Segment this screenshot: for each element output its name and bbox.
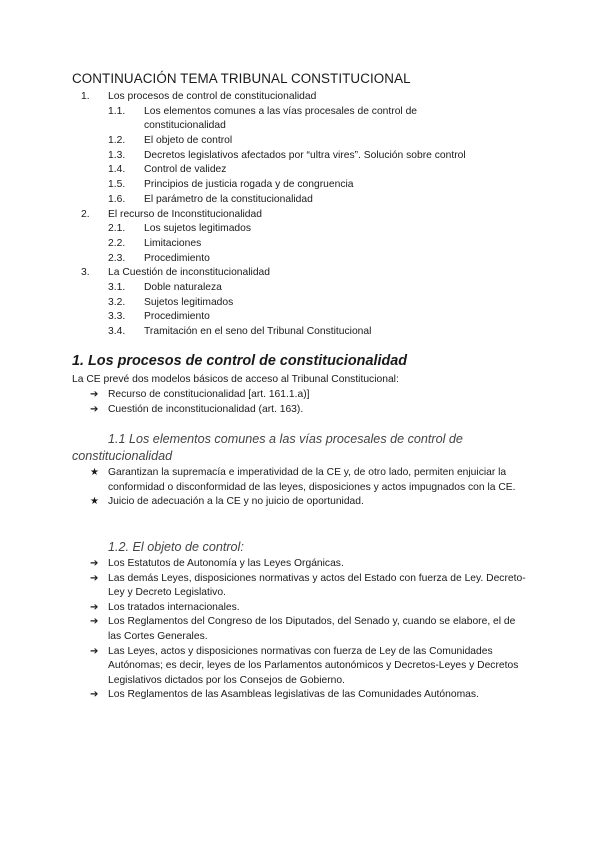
arrow-bullet-icon: ➔ xyxy=(90,389,99,400)
section-1-1-heading xyxy=(72,431,463,465)
toc-item xyxy=(0,105,600,120)
toc-item-label: Control de validez xyxy=(144,164,227,176)
toc-item-label: El recurso de Inconstitucionalidad xyxy=(108,208,262,220)
toc-item-label: Sujetos legitimados xyxy=(144,296,234,308)
list-item xyxy=(0,572,600,601)
toc-item-label: constitucionalidad xyxy=(144,120,226,132)
toc-item-number: 2.3. xyxy=(108,252,126,264)
list-item-text: Los Estatutos de Autonomía y las Leyes Orgánicas. xyxy=(108,558,344,569)
toc-item-label: Principios de justicia rogada y de congruencia xyxy=(144,179,354,191)
toc-item xyxy=(0,90,600,105)
toc-item xyxy=(0,325,600,340)
list-item-text: Garantizan la supremacía e imperatividad de la CE y, de otro lado, permiten enjuiciar la conformidad o disconformidad de las leyes, disposiciones y actos impugnados con la CE. xyxy=(108,467,516,493)
toc-item xyxy=(0,149,600,164)
toc-item-label: La Cuestión de inconstitucionalidad xyxy=(108,267,271,279)
toc-item-number: 2. xyxy=(81,208,90,220)
toc-item xyxy=(0,252,600,267)
toc-item-label: Los elementos comunes a las vías procesales de control de xyxy=(144,105,418,117)
list-item-text: Recurso de constitucionalidad [art. 161.1.a)] xyxy=(108,389,310,400)
list-item xyxy=(0,557,600,572)
toc-item-label: Decretos legislativos afectados por “ultra vires”. Solución sobre control xyxy=(144,149,466,161)
section-1-list xyxy=(0,388,600,417)
list-item xyxy=(0,615,600,644)
list-item-text: Las demás Leyes, disposiciones normativas y actos del Estado con fuerza de Ley. Decreto- Ley y Decreto Legislativo. xyxy=(108,572,526,599)
toc-item-number: 1.3. xyxy=(108,149,126,161)
list-item-text: Las Leyes, actos y disposiciones normativas con fuerza de Ley de las Comunidades Autónomas; es decir, leyes de los Parlamentos autonómicos y Decretos-Leyes y Decretos Legislativos dictados por los Consejos de Gobierno. xyxy=(108,645,519,686)
toc-item xyxy=(0,119,600,134)
toc-item-label: Los procesos de control de constitucionalidad xyxy=(108,91,317,102)
arrow-bullet-icon: ➔ xyxy=(90,403,99,415)
list-item-text: Los tratados internacionales. xyxy=(108,601,240,613)
star-bullet-icon: ★ xyxy=(90,496,99,508)
list-item xyxy=(0,388,600,403)
arrow-bullet-icon: ➔ xyxy=(90,572,99,584)
toc-item-label: Procedimiento xyxy=(144,311,210,323)
section-1-intro: La CE prevé dos modelos básicos de acceso al Tribunal Constitucional: xyxy=(72,374,399,385)
toc-item xyxy=(0,178,600,193)
list-item-text: Los Reglamentos de las Asambleas legislativas de las Comunidades Autónomas. xyxy=(108,689,479,701)
list-item xyxy=(0,495,600,510)
toc-item-label: Tramitación en el seno del Tribunal Constitucional xyxy=(144,326,372,337)
toc-item-label: Doble naturaleza xyxy=(144,281,222,293)
section-1-heading: 1. Los procesos de control de constitucionalidad xyxy=(72,353,408,369)
toc-item xyxy=(0,237,600,252)
toc-item-number: 3.2. xyxy=(108,296,126,308)
list-item-text: Juicio de adecuación a la CE y no juicio de oportunidad. xyxy=(108,496,364,508)
toc-item-number: 3.3. xyxy=(108,311,126,323)
list-item xyxy=(0,466,600,495)
toc-item xyxy=(0,281,600,296)
arrow-bullet-icon: ➔ xyxy=(90,616,99,628)
toc-item-number: 3. xyxy=(81,267,90,279)
toc-item-label: El objeto de control xyxy=(144,135,233,147)
list-item xyxy=(0,601,600,616)
toc-item-number: 2.2. xyxy=(108,237,126,249)
section-1-2-list xyxy=(0,557,600,703)
star-bullet-icon: ★ xyxy=(90,467,99,478)
arrow-bullet-icon: ➔ xyxy=(90,645,99,657)
toc-item-number: 1.5. xyxy=(108,179,126,191)
toc-item-number: 2.1. xyxy=(108,223,126,235)
toc-item-label: Los sujetos legitimados xyxy=(144,223,252,235)
list-item xyxy=(0,688,600,703)
toc-item-label: Procedimiento xyxy=(144,252,210,264)
section-1-1-heading-line1: 1.1 Los elementos comunes a las vías procesales de control de xyxy=(108,432,463,446)
section-1-2-heading-text: 1.2. El objeto de control: xyxy=(108,540,244,554)
section-1-1-heading-line2: constitucionalidad xyxy=(72,449,173,463)
toc-item xyxy=(0,163,600,178)
arrow-bullet-icon: ➔ xyxy=(90,689,99,701)
list-item-text: Cuestión de inconstitucionalidad (art. 163). xyxy=(108,403,304,415)
toc-item-label: El parámetro de la constitucionalidad xyxy=(144,193,313,205)
section-1-1-list xyxy=(0,466,600,510)
toc-item xyxy=(0,208,600,223)
arrow-bullet-icon: ➔ xyxy=(90,601,99,613)
arrow-bullet-icon: ➔ xyxy=(90,558,99,569)
toc-item-number: 1. xyxy=(81,91,90,102)
toc-item-number: 3.1. xyxy=(108,281,126,293)
toc-item-number: 1.2. xyxy=(108,135,126,147)
toc-item xyxy=(0,296,600,311)
section-1-2-heading xyxy=(72,539,244,556)
list-item xyxy=(0,645,600,689)
toc-item xyxy=(0,193,600,208)
toc-item-label: Limitaciones xyxy=(144,237,202,249)
toc-item-number: 1.1. xyxy=(108,105,126,117)
toc-item xyxy=(0,222,600,237)
document-title: CONTINUACIÓN TEMA TRIBUNAL CONSTITUCIONAL xyxy=(72,71,411,86)
toc-item xyxy=(0,266,600,281)
toc-item xyxy=(0,310,600,325)
list-item xyxy=(0,403,600,418)
toc-item xyxy=(0,134,600,149)
list-item-text: Los Reglamentos del Congreso de los Diputados, del Senado y, cuando se elabore, el de las Cortes Generales. xyxy=(108,616,516,642)
toc-item-number: 1.4. xyxy=(108,164,126,176)
table-of-contents xyxy=(0,90,600,340)
toc-item-number: 3.4. xyxy=(108,326,126,337)
toc-item-number: 1.6. xyxy=(108,193,126,205)
